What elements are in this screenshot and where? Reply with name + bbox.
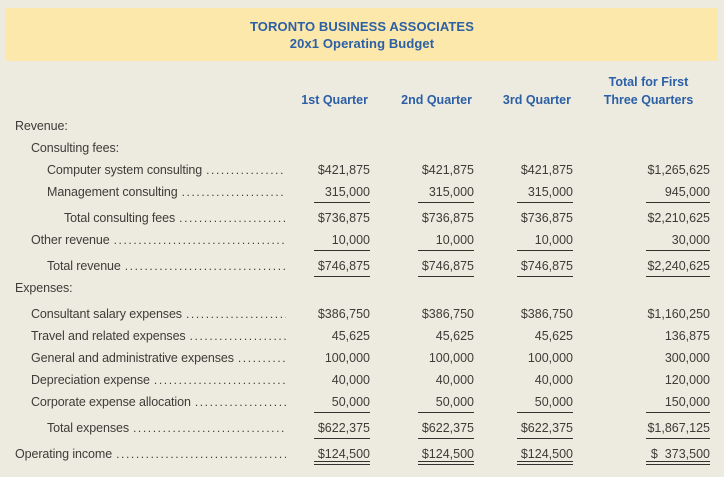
row-expenses-header <box>15 278 710 300</box>
row-label: Computer system consulting <box>47 163 203 177</box>
amount-q2: 100,000 <box>428 351 474 365</box>
row-label: Expenses: <box>15 281 73 295</box>
amount-total: $1,867,125 <box>573 418 710 440</box>
amount-total: $2,210,625 <box>647 211 710 225</box>
dot-leader <box>190 326 286 348</box>
amount-q3: $736,875 <box>520 211 573 225</box>
row-corporate-expense-allocation <box>15 392 710 414</box>
company-name: TORONTO BUSINESS ASSOCIATES <box>250 18 474 34</box>
amount-q2: 10,000 <box>370 230 474 252</box>
dot-leader <box>186 304 286 326</box>
amount-total: 945,000 <box>573 182 710 204</box>
amount-q2: $622,375 <box>370 418 474 440</box>
row-management-consulting <box>15 182 710 204</box>
amount-total: $1,160,250 <box>647 307 710 321</box>
dot-leader <box>195 392 286 414</box>
row-label: Corporate expense allocation <box>31 395 191 409</box>
row-consultant-salary-expenses <box>15 304 710 326</box>
amount-q2: $746,875 <box>370 256 474 278</box>
amount-q2: 50,000 <box>370 392 474 414</box>
dot-leader <box>114 230 286 252</box>
amount-q3: $746,875 <box>474 256 573 278</box>
amount-q3: 100,000 <box>527 351 573 365</box>
row-revenue-header <box>15 116 710 138</box>
amount-total: $1,265,625 <box>647 163 710 177</box>
amount-total: $2,240,625 <box>573 256 710 278</box>
amount-q3: 45,625 <box>534 329 573 343</box>
amount-q1: 40,000 <box>331 373 370 387</box>
column-header-total-line2: Three Quarters <box>603 93 694 107</box>
amount-q1: 50,000 <box>296 392 370 414</box>
row-label: Total revenue <box>47 259 121 273</box>
row-computer-system-consulting <box>15 160 710 182</box>
amount-q2: $421,875 <box>421 163 474 177</box>
amount-total: 300,000 <box>664 351 710 365</box>
row-travel-and-related-expenses <box>15 326 710 348</box>
column-header-q1: 1st Quarter <box>301 93 368 107</box>
amount-q1: $421,875 <box>317 163 370 177</box>
amount-q1: $124,500 <box>296 444 370 466</box>
dot-leader <box>179 208 286 230</box>
row-label: Other revenue <box>31 233 110 247</box>
row-label: Total consulting fees <box>64 211 176 225</box>
amount-q3: $124,500 <box>474 444 573 466</box>
row-total-revenue <box>15 256 710 278</box>
amount-q3: 50,000 <box>474 392 573 414</box>
column-header-total-line1: Total for First <box>608 75 689 89</box>
dot-leader <box>133 418 286 440</box>
amount-q1: $736,875 <box>317 211 370 225</box>
amount-q1: $386,750 <box>317 307 370 321</box>
budget-table <box>6 73 718 466</box>
amount-q1: $746,875 <box>296 256 370 278</box>
row-label: Consulting fees: <box>31 141 120 155</box>
amount-q2: 315,000 <box>370 182 474 204</box>
dot-leader <box>206 160 286 182</box>
row-label: Depreciation expense <box>31 373 150 387</box>
row-consulting-fees-header <box>15 138 710 160</box>
amount-q3: $622,375 <box>474 418 573 440</box>
budget-title: 20x1 Operating Budget <box>289 35 435 51</box>
amount-q3: $421,875 <box>520 163 573 177</box>
amount-q2: 45,625 <box>435 329 474 343</box>
column-header-total <box>573 73 710 109</box>
amount-total: 136,875 <box>664 329 710 343</box>
amount-q2: $124,500 <box>370 444 474 466</box>
table-body <box>15 116 710 466</box>
amount-q1: $622,375 <box>296 418 370 440</box>
amount-total: 150,000 <box>573 392 710 414</box>
row-label: Revenue: <box>15 119 68 133</box>
amount-q1: 45,625 <box>331 329 370 343</box>
amount-q1: 100,000 <box>324 351 370 365</box>
amount-q2: $386,750 <box>421 307 474 321</box>
amount-q1: 315,000 <box>296 182 370 204</box>
amount-q1: 10,000 <box>296 230 370 252</box>
row-total-expenses <box>15 418 710 440</box>
row-label: Operating income <box>15 447 113 461</box>
dot-leader <box>116 444 286 466</box>
column-header-q3: 3rd Quarter <box>502 93 571 107</box>
row-label: General and administrative expenses <box>31 351 234 365</box>
row-general-and-administrative-expenses <box>15 348 710 370</box>
amount-q2: 40,000 <box>435 373 474 387</box>
amount-q3: 40,000 <box>534 373 573 387</box>
amount-total: 120,000 <box>664 373 710 387</box>
amount-q2: $736,875 <box>421 211 474 225</box>
amount-q3: 315,000 <box>474 182 573 204</box>
dot-leader <box>125 256 286 278</box>
row-other-revenue <box>15 230 710 252</box>
row-label: Total expenses <box>47 421 129 435</box>
dot-leader <box>238 348 286 370</box>
row-label: Travel and related expenses <box>31 329 186 343</box>
row-total-consulting-fees <box>15 208 710 230</box>
title-banner <box>6 8 718 61</box>
dot-leader <box>182 182 286 204</box>
row-label: Consultant salary expenses <box>31 307 182 321</box>
amount-total: 30,000 <box>573 230 710 252</box>
column-header-q2: 2nd Quarter <box>401 93 472 107</box>
dot-leader <box>154 370 286 392</box>
column-header-row <box>15 73 710 109</box>
row-operating-income <box>15 444 710 466</box>
row-label: Management consulting <box>47 185 178 199</box>
amount-q3: $386,750 <box>520 307 573 321</box>
amount-q3: 10,000 <box>474 230 573 252</box>
amount-total: $ 373,500 <box>573 444 710 466</box>
row-depreciation-expense <box>15 370 710 392</box>
